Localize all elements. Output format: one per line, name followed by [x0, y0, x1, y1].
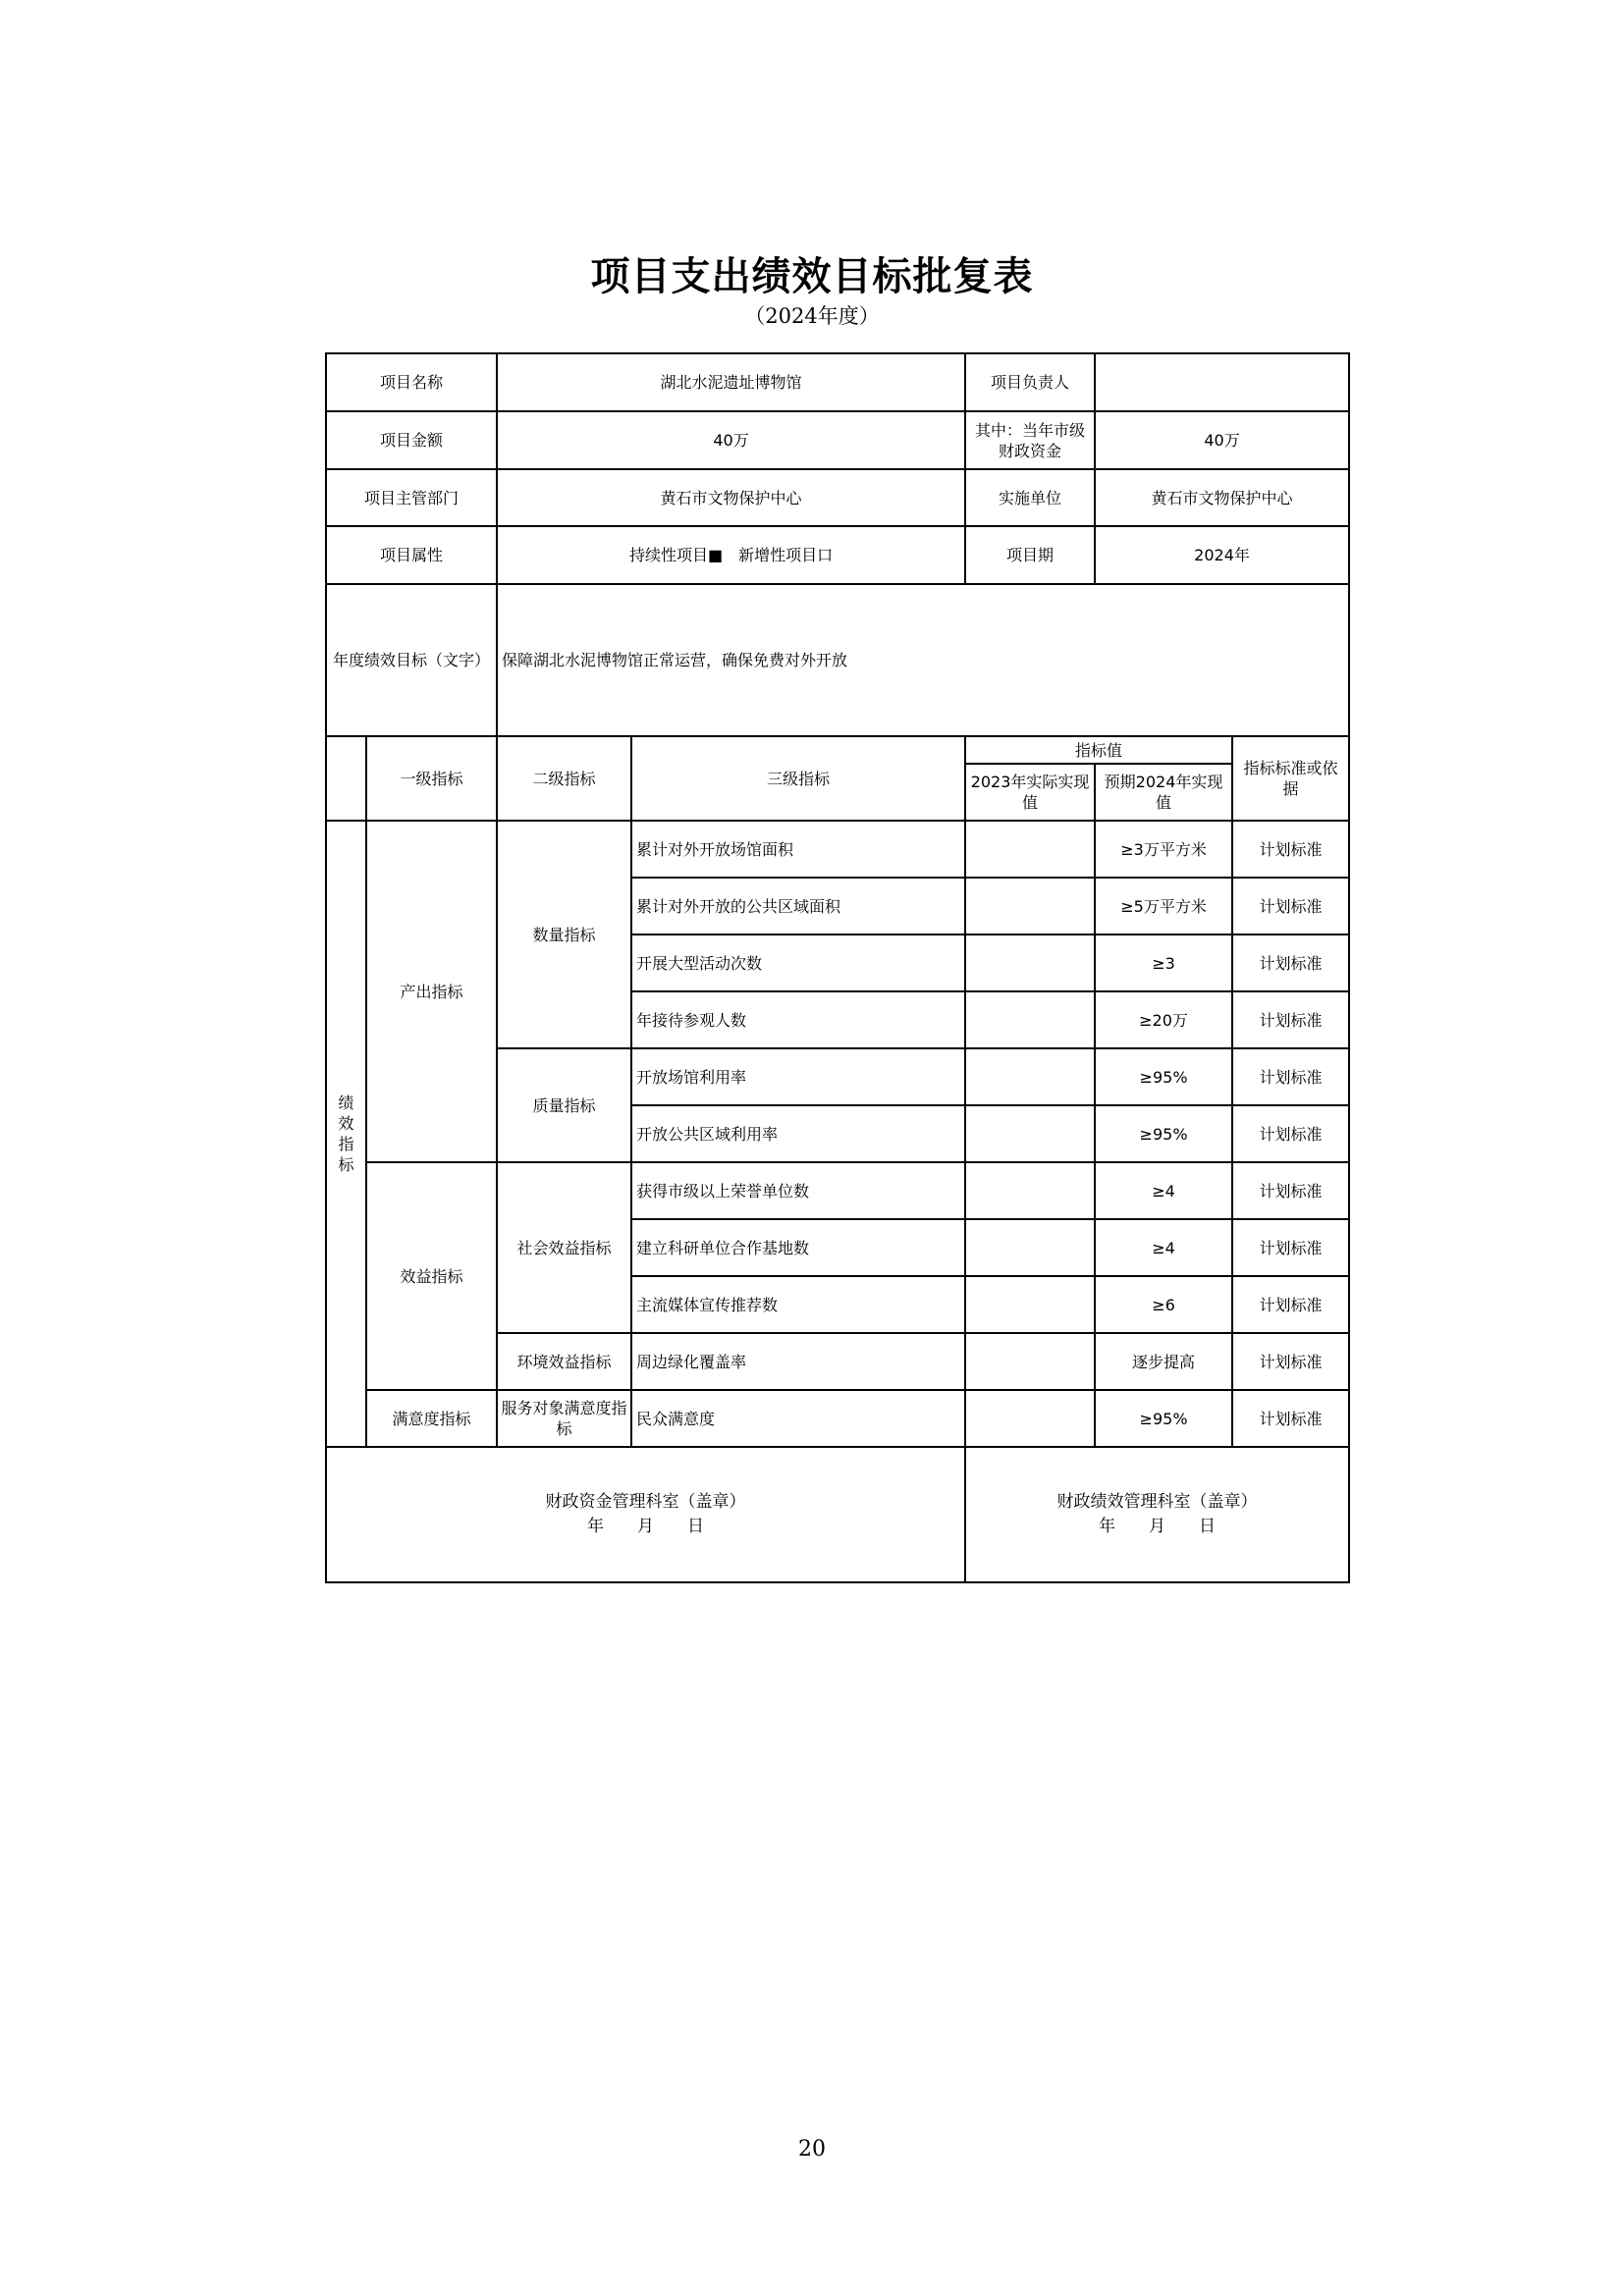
actual-2023-value — [965, 1219, 1095, 1276]
actual-2023-value — [965, 1105, 1095, 1162]
expected-2024-value: ≥4 — [1095, 1219, 1232, 1276]
actual-2023-value — [965, 1162, 1095, 1219]
indicator-row — [326, 1162, 1349, 1219]
level2-indicator: 服务对象满意度指标 — [497, 1390, 631, 1447]
expected-2024-value: ≥20万 — [1095, 991, 1232, 1048]
annual-goal-value: 保障湖北水泥博物馆正常运营，确保免费对外开放 — [497, 584, 1349, 736]
project-name-label: 项目名称 — [326, 353, 497, 411]
department-value: 黄石市文物保护中心 — [497, 469, 965, 526]
indicator-basis: 计划标准 — [1232, 1105, 1349, 1162]
expected-2024-value: ≥95% — [1095, 1105, 1232, 1162]
indicator-basis: 计划标准 — [1232, 1390, 1349, 1447]
level3-indicator: 获得市级以上荣誉单位数 — [631, 1162, 965, 1219]
level1-indicator: 满意度指标 — [366, 1390, 497, 1447]
project-name-value: 湖北水泥遗址博物馆 — [497, 353, 965, 411]
actual-2023-value — [965, 991, 1095, 1048]
performance-target-table — [325, 352, 1350, 1583]
expected-2024-value: ≥3万平方米 — [1095, 821, 1232, 878]
level2-header: 二级指标 — [497, 736, 631, 821]
annual-goal-label: 年度绩效目标（文字） — [326, 584, 497, 736]
actual-2023-value — [965, 821, 1095, 878]
page-title: 项目支出绩效目标批复表 — [590, 253, 1034, 299]
indicator-basis: 计划标准 — [1232, 1048, 1349, 1105]
level3-indicator: 累计对外开放场馆面积 — [631, 821, 965, 878]
expected-2024-value: ≥95% — [1095, 1390, 1232, 1447]
expected-2024-value: ≥5万平方米 — [1095, 878, 1232, 934]
indicator-basis: 计划标准 — [1232, 1333, 1349, 1390]
indicator-basis: 计划标准 — [1232, 991, 1349, 1048]
level3-indicator: 主流媒体宣传推荐数 — [631, 1276, 965, 1333]
implementing-unit-value: 黄石市文物保护中心 — [1095, 469, 1349, 526]
basis-header: 指标标准或依据 — [1232, 736, 1349, 821]
performance-office-label: 财政绩效管理科室（盖章） — [1056, 1492, 1258, 1512]
actual-2023-header: 2023年实际实现值 — [965, 764, 1095, 821]
expected-2024-value: 逐步提高 — [1095, 1333, 1232, 1390]
fund-office-signature — [326, 1447, 965, 1582]
level1-indicator: 产出指标 — [366, 821, 497, 1162]
fund-office-label: 财政资金管理科室（盖章） — [545, 1492, 746, 1512]
level2-indicator: 数量指标 — [497, 821, 631, 1048]
indicator-rows — [326, 821, 1349, 1447]
actual-2023-value — [965, 1048, 1095, 1105]
expected-2024-header: 预期2024年实现值 — [1095, 764, 1232, 821]
actual-2023-value — [965, 934, 1095, 991]
level3-indicator: 周边绿化覆盖率 — [631, 1333, 965, 1390]
level3-indicator: 民众满意度 — [631, 1390, 965, 1447]
project-period-value: 2024年 — [1095, 526, 1349, 584]
actual-2023-value — [965, 878, 1095, 934]
indicator-row — [326, 821, 1349, 878]
department-label: 项目主管部门 — [326, 469, 497, 526]
level3-indicator: 开放场馆利用率 — [631, 1048, 965, 1105]
level1-header: 一级指标 — [366, 736, 497, 821]
expected-2024-value: ≥6 — [1095, 1276, 1232, 1333]
level2-indicator: 环境效益指标 — [497, 1333, 631, 1390]
indicator-row — [326, 1390, 1349, 1447]
performance-office-signature — [965, 1447, 1349, 1582]
level2-indicator: 社会效益指标 — [497, 1162, 631, 1333]
actual-2023-value — [965, 1333, 1095, 1390]
level3-indicator: 年接待参观人数 — [631, 991, 965, 1048]
indicator-section-spacer — [326, 736, 366, 821]
actual-2023-value — [965, 1276, 1095, 1333]
level3-indicator: 开展大型活动次数 — [631, 934, 965, 991]
indicator-basis: 计划标准 — [1232, 1219, 1349, 1276]
level3-indicator: 累计对外开放的公共区域面积 — [631, 878, 965, 934]
value-header: 指标值 — [965, 736, 1232, 764]
indicator-basis: 计划标准 — [1232, 934, 1349, 991]
actual-2023-value — [965, 1390, 1095, 1447]
project-period-label: 项目期 — [965, 526, 1095, 584]
city-fund-label: 其中：当年市级财政资金 — [965, 411, 1095, 469]
project-attribute-label: 项目属性 — [326, 526, 497, 584]
level1-indicator: 效益指标 — [366, 1162, 497, 1390]
project-amount-value: 40万 — [497, 411, 965, 469]
project-amount-label: 项目金额 — [326, 411, 497, 469]
expected-2024-value: ≥3 — [1095, 934, 1232, 991]
level3-indicator: 建立科研单位合作基地数 — [631, 1219, 965, 1276]
implementing-unit-label: 实施单位 — [965, 469, 1095, 526]
indicator-basis: 计划标准 — [1232, 878, 1349, 934]
page-subtitle: （2024年度） — [744, 304, 880, 328]
indicator-basis: 计划标准 — [1232, 1162, 1349, 1219]
project-attribute-value: 持续性项目■ 新增性项目口 — [497, 526, 965, 584]
city-fund-value: 40万 — [1095, 411, 1349, 469]
level3-indicator: 开放公共区域利用率 — [631, 1105, 965, 1162]
indicator-section-label: 绩 效 指 标 — [326, 821, 366, 1447]
level3-header: 三级指标 — [631, 736, 965, 821]
indicator-basis: 计划标准 — [1232, 1276, 1349, 1333]
indicator-basis: 计划标准 — [1232, 821, 1349, 878]
performance-office-date: 年 月 日 — [1099, 1517, 1217, 1536]
level2-indicator: 质量指标 — [497, 1048, 631, 1162]
expected-2024-value: ≥95% — [1095, 1048, 1232, 1105]
project-leader-label: 项目负责人 — [965, 353, 1095, 411]
expected-2024-value: ≥4 — [1095, 1162, 1232, 1219]
page-number: 20 — [798, 2137, 826, 2162]
project-leader-value — [1095, 353, 1349, 411]
fund-office-date: 年 月 日 — [587, 1517, 705, 1536]
